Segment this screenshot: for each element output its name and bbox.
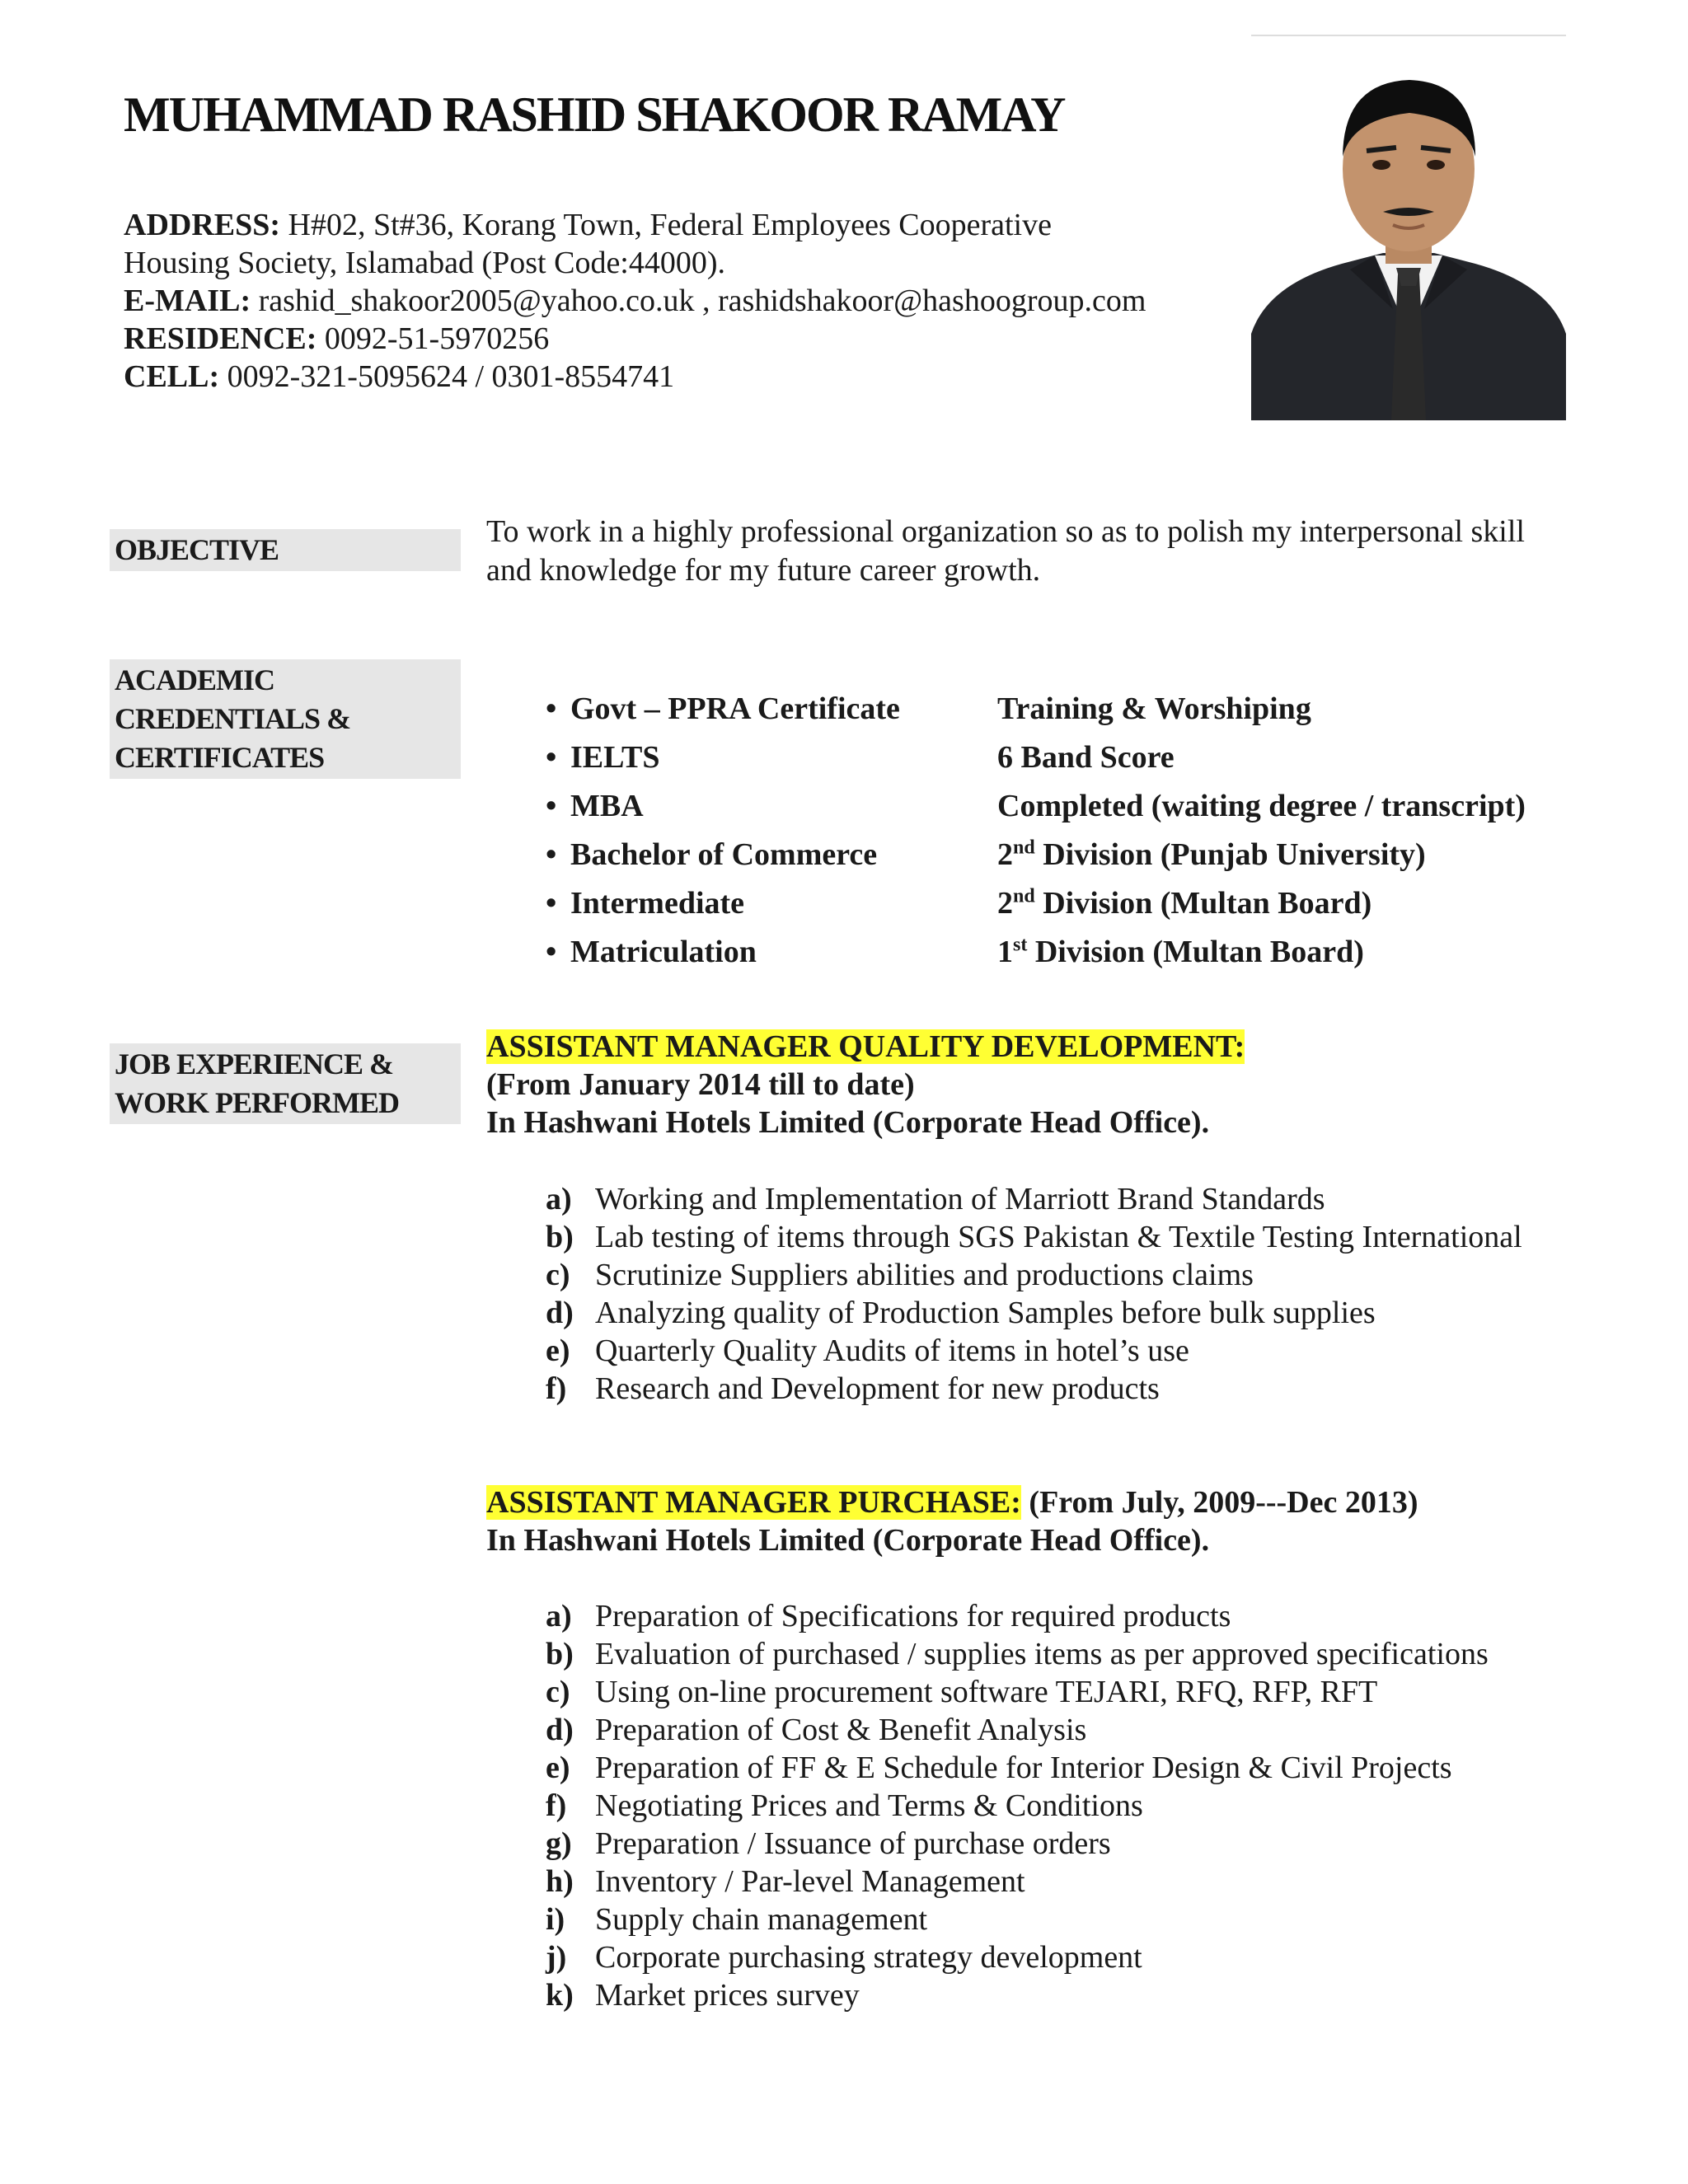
duty-text: Quarterly Quality Audits of items in hotel’s use — [595, 1333, 1189, 1368]
duty-text: Supply chain management — [595, 1902, 928, 1937]
credential-detail-text: 2 — [997, 886, 1013, 921]
job-label-line-1: JOB EXPERIENCE & — [115, 1047, 394, 1080]
credential-detail — [997, 837, 1426, 873]
job1-period: (From January 2014 till to date) — [486, 1067, 915, 1102]
credential-detail — [997, 934, 1364, 970]
cell-label: CELL: — [124, 359, 220, 394]
credential-detail-text: 2 — [997, 837, 1013, 872]
academic-label-line-3: CERTIFICATES — [115, 741, 325, 774]
credential-detail — [997, 691, 1311, 727]
credential-title: IELTS — [570, 740, 660, 775]
address-line-1 — [124, 206, 1236, 244]
duty-item — [546, 1900, 1576, 1938]
duty-letter: g) — [546, 1826, 572, 1861]
duty-text: Lab testing of items through SGS Pakistan & Textile Testing International — [595, 1220, 1522, 1254]
job2-title-line — [486, 1483, 1418, 1521]
section-label-academic — [110, 659, 461, 779]
duty-item — [546, 1863, 1576, 1900]
job2-title: ASSISTANT MANAGER PURCHASE: — [486, 1485, 1021, 1520]
bullet-icon: • — [546, 935, 557, 969]
address-label: ADDRESS: — [124, 208, 281, 242]
duty-item — [546, 1294, 1576, 1332]
residence-line — [124, 320, 1236, 358]
duty-text: Market prices survey — [595, 1978, 860, 2013]
credential-detail-text: 1 — [997, 935, 1013, 969]
email-label: E-MAIL: — [124, 284, 251, 318]
bullet-icon: • — [546, 837, 557, 872]
duty-text: Preparation / Issuance of purchase orders — [595, 1826, 1111, 1861]
job1-header — [486, 1028, 1245, 1141]
duty-letter: d) — [546, 1296, 574, 1330]
duty-text: Corporate purchasing strategy development — [595, 1940, 1142, 1975]
duty-text: Scrutinize Suppliers abilities and productions claims — [595, 1258, 1254, 1292]
credential-detail-sup: nd — [1013, 837, 1035, 859]
contact-block — [124, 206, 1236, 396]
objective-label-text: OBJECTIVE — [115, 533, 279, 566]
academic-label-line-2: CREDENTIALS & — [115, 702, 351, 735]
duty-letter: e) — [546, 1750, 570, 1785]
job1-duties — [546, 1180, 1576, 1408]
duty-text: Research and Development for new products — [595, 1371, 1160, 1406]
credential-detail-sup: nd — [1013, 885, 1035, 907]
academic-label-line-1: ACADEMIC — [115, 663, 274, 696]
duty-item — [546, 1180, 1576, 1218]
job1-title-line — [486, 1028, 1245, 1066]
photo-top-rule — [1251, 35, 1566, 36]
credential-detail-sup: st — [1013, 934, 1028, 956]
credential-title: Bachelor of Commerce — [570, 837, 878, 872]
credential-title: MBA — [570, 789, 644, 823]
duty-item — [546, 1825, 1576, 1863]
residence-label: RESIDENCE: — [124, 321, 317, 356]
duty-text: Working and Implementation of Marriott Brand Standards — [595, 1182, 1325, 1216]
address-line-2: Housing Society, Islamabad (Post Code:44000). — [124, 246, 726, 280]
duty-text: Preparation of FF & E Schedule for Interior Design & Civil Projects — [595, 1750, 1452, 1785]
duty-letter: k) — [546, 1978, 574, 2013]
duty-letter: c) — [546, 1258, 570, 1292]
credential-title: Govt – PPRA Certificate — [570, 691, 900, 726]
job2-header — [486, 1483, 1418, 1559]
credential-title: Matriculation — [570, 935, 757, 969]
duty-text: Evaluation of purchased / supplies items as per approved specifications — [595, 1637, 1489, 1671]
duty-text: Inventory / Par-level Management — [595, 1864, 1025, 1899]
duty-letter: c) — [546, 1675, 570, 1709]
objective-text — [486, 513, 1587, 590]
duty-item — [546, 1597, 1576, 1635]
objective-line-1: To work in a highly professional organization so as to polish my interpersonal skill — [486, 514, 1525, 549]
duty-item — [546, 1749, 1576, 1787]
section-label-job-experience — [110, 1043, 461, 1124]
duty-item — [546, 1635, 1576, 1673]
duty-item — [546, 1332, 1576, 1370]
duty-text: Analyzing quality of Production Samples before bulk supplies — [595, 1296, 1376, 1330]
credential-detail-text: Completed (waiting degree / transcript) — [997, 789, 1526, 823]
job-label-line-2: WORK PERFORMED — [115, 1086, 399, 1119]
duty-text: Negotiating Prices and Terms & Conditions — [595, 1788, 1143, 1823]
credential-detail — [997, 885, 1372, 921]
duty-text: Preparation of Specifications for required products — [595, 1599, 1231, 1633]
job1-company: In Hashwani Hotels Limited (Corporate Head Office). — [486, 1105, 1210, 1140]
candidate-name: MUHAMMAD RASHID SHAKOOR RAMAY — [124, 87, 1065, 142]
job2-company: In Hashwani Hotels Limited (Corporate Head Office). — [486, 1523, 1210, 1558]
duty-item — [546, 1218, 1576, 1256]
bullet-icon: • — [546, 740, 557, 775]
address-value-1: H#02, St#36, Korang Town, Federal Employees Cooperative — [280, 208, 1052, 242]
bullet-icon: • — [546, 789, 557, 823]
credential-detail-rest: Division (Multan Board) — [1027, 935, 1364, 969]
duty-letter: h) — [546, 1864, 574, 1899]
duty-letter: a) — [546, 1182, 572, 1216]
duty-letter: f) — [546, 1788, 567, 1823]
duty-letter: i) — [546, 1902, 565, 1937]
credential-detail-text: Training & Worshiping — [997, 691, 1311, 726]
job2-duties — [546, 1597, 1576, 2014]
residence-value: 0092-51-5970256 — [316, 321, 550, 356]
duty-item — [546, 1787, 1576, 1825]
cell-value: 0092-321-5095624 / 0301-8554741 — [219, 359, 675, 394]
credential-detail — [997, 788, 1526, 824]
cell-line — [124, 358, 1236, 396]
duty-letter: a) — [546, 1599, 572, 1633]
portrait-illustration — [1251, 62, 1566, 420]
credential-detail-text: 6 Band Score — [997, 740, 1175, 775]
duty-item — [546, 1370, 1576, 1408]
duty-letter: e) — [546, 1333, 570, 1368]
profile-photo — [1251, 62, 1566, 420]
email-line — [124, 282, 1236, 320]
duty-text: Using on-line procurement software TEJARI, RFQ, RFP, RFT — [595, 1675, 1378, 1709]
duty-letter: b) — [546, 1637, 574, 1671]
bullet-icon: • — [546, 886, 557, 921]
credential-detail-rest: Division (Punjab University) — [1034, 837, 1426, 872]
job2-period: (From July, 2009---Dec 2013) — [1020, 1485, 1418, 1520]
duty-item — [546, 1673, 1576, 1711]
objective-line-2: and knowledge for my future career growth. — [486, 553, 1041, 588]
duty-letter: j) — [546, 1940, 567, 1975]
section-label-objective — [110, 529, 461, 571]
duty-item — [546, 1976, 1576, 2014]
credential-detail-rest: Division (Multan Board) — [1034, 886, 1372, 921]
email-value[interactable]: rashid_shakoor2005@yahoo.co.uk , rashidshakoor@hashoogroup.com — [251, 284, 1146, 318]
duty-letter: d) — [546, 1713, 574, 1747]
job1-title: ASSISTANT MANAGER QUALITY DEVELOPMENT: — [486, 1029, 1245, 1064]
duty-text: Preparation of Cost & Benefit Analysis — [595, 1713, 1087, 1747]
duty-item — [546, 1711, 1576, 1749]
duty-letter: f) — [546, 1371, 567, 1406]
bullet-icon: • — [546, 691, 557, 726]
duty-item — [546, 1938, 1576, 1976]
duty-item — [546, 1256, 1576, 1294]
duty-letter: b) — [546, 1220, 574, 1254]
credential-title: Intermediate — [570, 886, 745, 921]
credential-detail — [997, 739, 1175, 776]
